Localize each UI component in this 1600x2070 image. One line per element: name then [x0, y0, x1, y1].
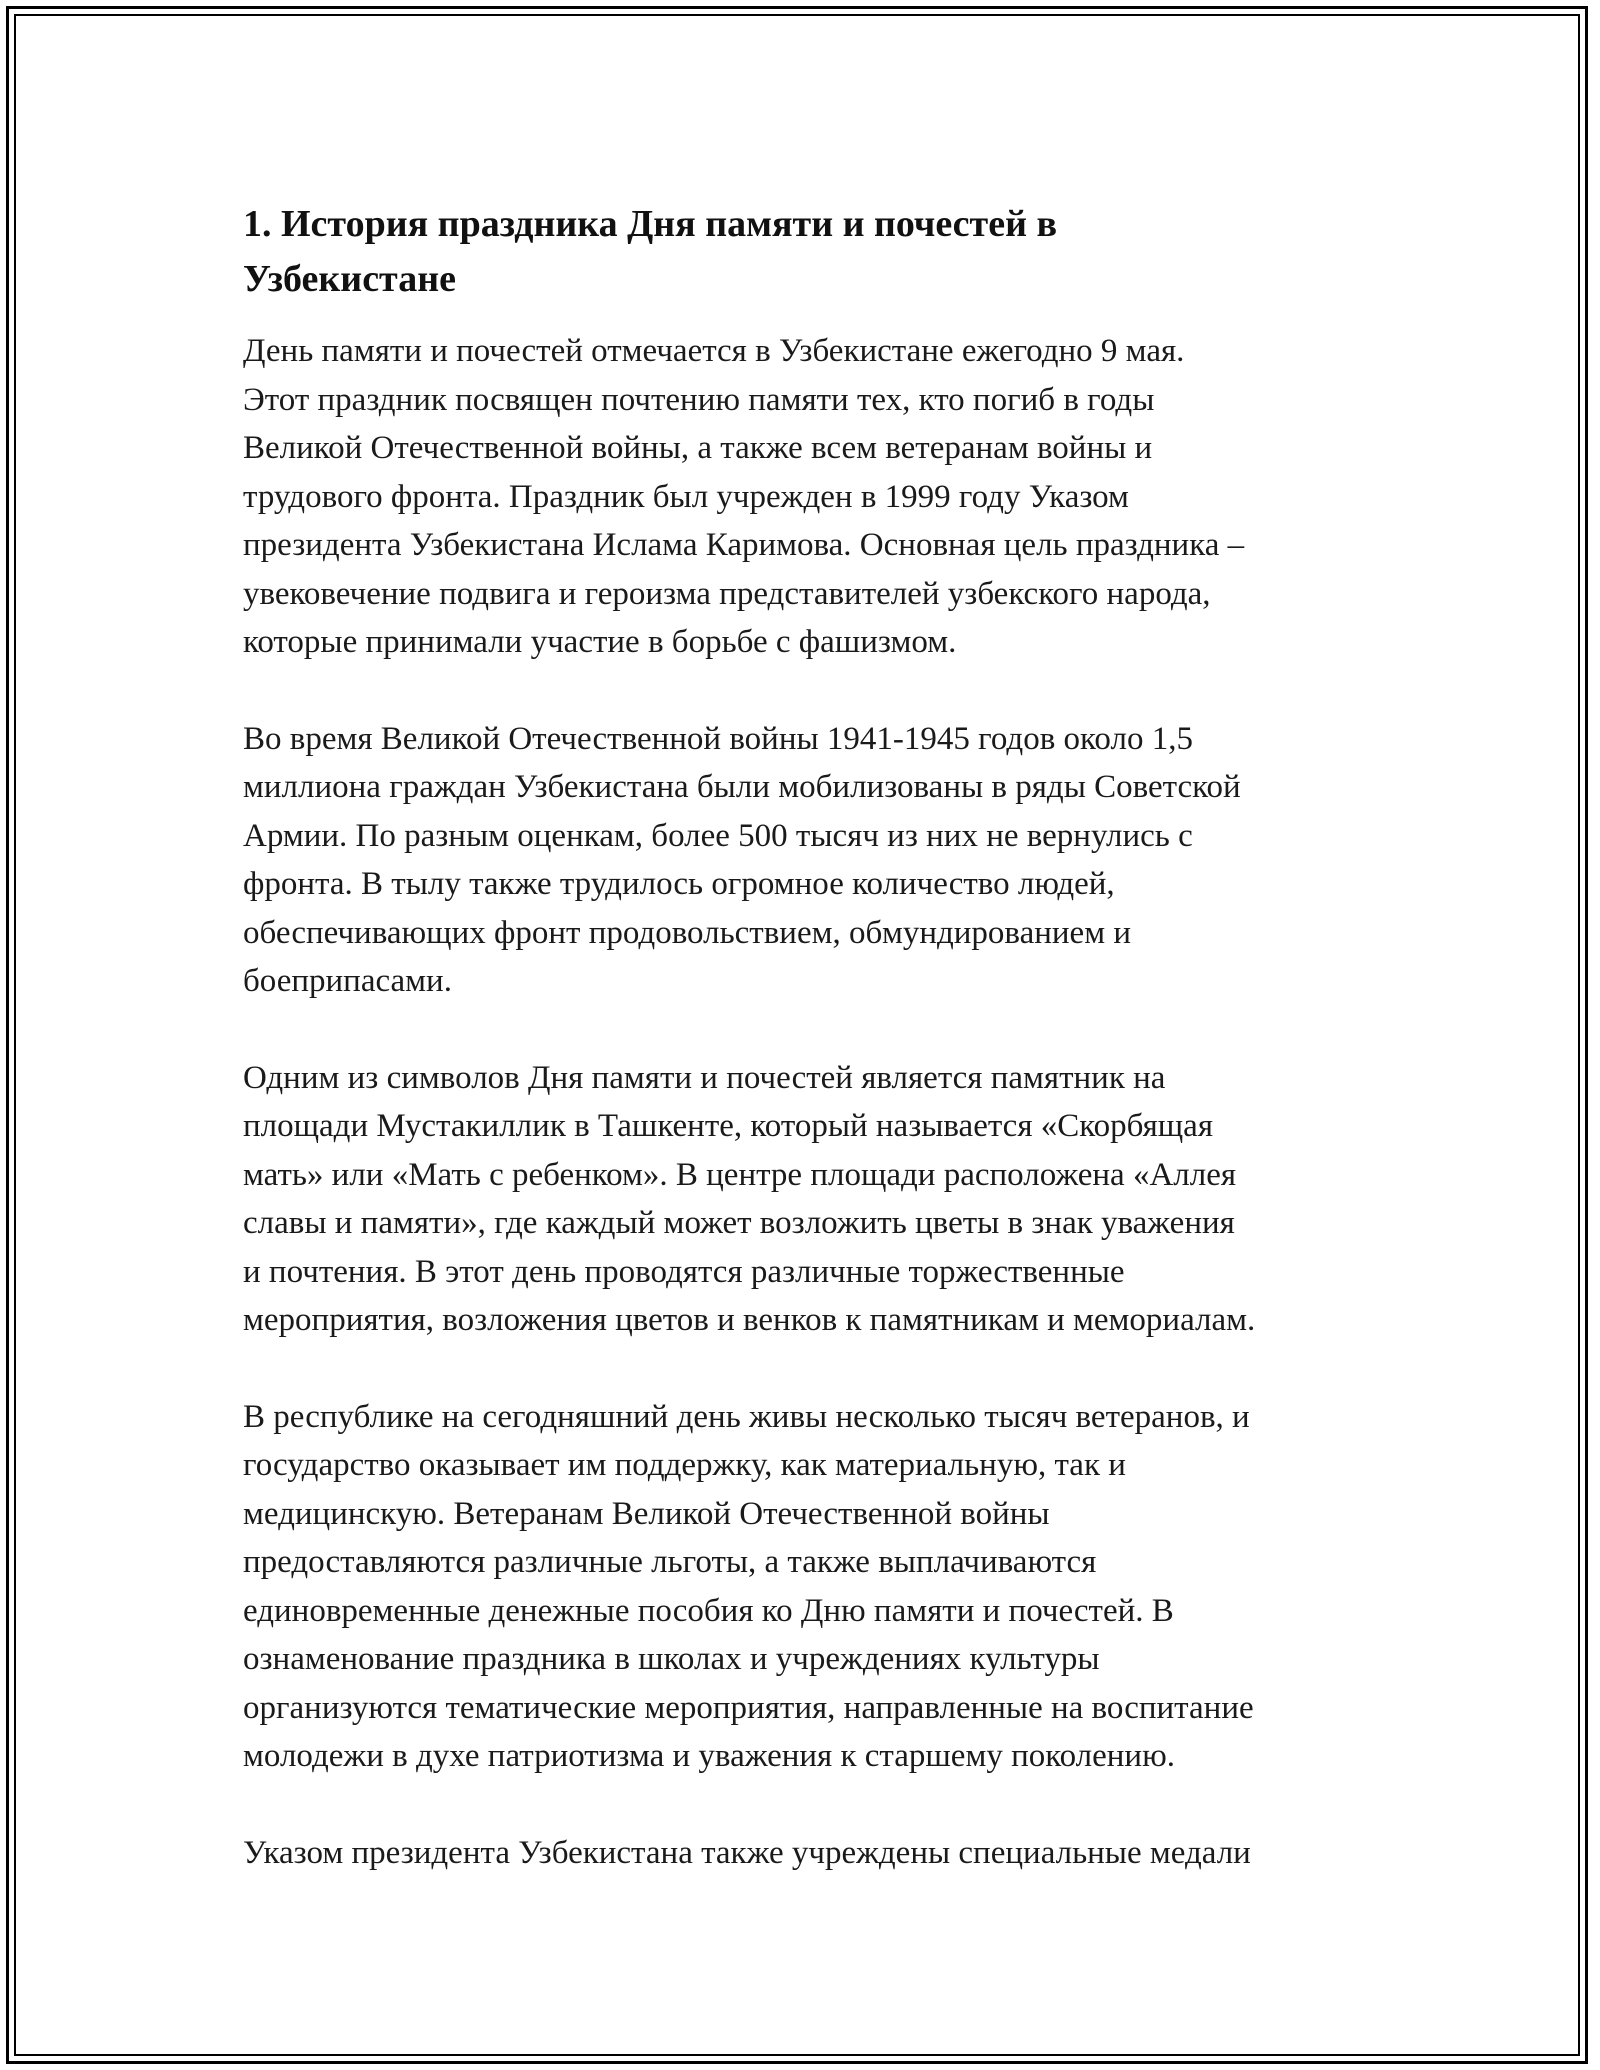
- text-line: президента Узбекистана Ислама Каримова. Основная цель праздника –: [243, 527, 1245, 563]
- section-heading: [243, 197, 1383, 307]
- text-line: Великой Отечественной войны, а также всем ветеранам войны и: [243, 430, 1153, 466]
- text-line: и почтения. В этот день проводятся различные торжественные: [243, 1253, 1125, 1290]
- text-line: увековечение подвига и героизма представителей узбекского народа,: [243, 575, 1211, 612]
- text-line: ознаменование праздника в школах и учреждениях культуры: [243, 1641, 1100, 1677]
- text-line: В республике на сегодняшний день живы несколько тысяч ветеранов, и: [243, 1398, 1250, 1435]
- text-line: мать» или «Мать с ребенком». В центре площади расположена «Аллея: [243, 1156, 1237, 1193]
- paragraph-war-mobilization: [243, 715, 1383, 1006]
- text-line: День памяти и почестей отмечается в Узбекистане ежегодно 9 мая.: [243, 333, 1185, 369]
- text-line: боеприпасами.: [243, 963, 452, 999]
- paragraph-memorial-symbols: [243, 1054, 1383, 1345]
- text-line: единовременные денежные пособия ко Дню памяти и почестей. В: [243, 1592, 1174, 1629]
- text-line: мероприятия, возложения цветов и венков к памятникам и мемориалам.: [243, 1302, 1256, 1338]
- text-line: Одним из символов Дня памяти и почестей является памятник на: [243, 1059, 1166, 1096]
- text-line: медицинскую. Ветеранам Великой Отечественной войны: [243, 1495, 1050, 1532]
- text-line: трудового фронта. Праздник был учрежден в 1999 году Указом: [243, 478, 1129, 515]
- heading-line: Узбекистане: [243, 258, 456, 300]
- text-line: славы и памяти», где каждый может возложить цветы в знак уважения: [243, 1205, 1235, 1241]
- text-line: Этот праздник посвящен почтению памяти тех, кто погиб в годы: [243, 381, 1155, 418]
- page-frame: [6, 6, 1588, 2064]
- text-line: молодежи в духе патриотизма и уважения к старшему поколению.: [243, 1738, 1175, 1774]
- text-line: Армии. По разным оценкам, более 500 тысяч из них не вернулись с: [243, 817, 1193, 854]
- paragraph-medals: [243, 1829, 1383, 1878]
- text-line: Во время Великой Отечественной войны 1941-1945 годов около 1,5: [243, 720, 1193, 757]
- text-line: государство оказывает им поддержку, как материальную, так и: [243, 1447, 1126, 1483]
- heading-line: 1. История праздника Дня памяти и почестей в: [243, 203, 1057, 245]
- text-line: обеспечивающих фронт продовольствием, обмундированием и: [243, 914, 1131, 951]
- document-body: [243, 197, 1383, 1925]
- text-line: Указом президента Узбекистана также учреждены специальные медали: [243, 1834, 1251, 1871]
- text-line: которые принимали участие в борьбе с фашизмом.: [243, 624, 957, 660]
- text-line: миллиона граждан Узбекистана были мобилизованы в ряды Советской: [243, 769, 1241, 805]
- text-line: организуются тематические мероприятия, направленные на воспитание: [243, 1689, 1254, 1726]
- paragraph-holiday-intro: [243, 327, 1383, 667]
- text-line: фронта. В тылу также трудилось огромное количество людей,: [243, 866, 1115, 902]
- text-line: площади Мустакиллик в Ташкенте, который называется «Скорбящая: [243, 1108, 1214, 1144]
- text-line: предоставляются различные льготы, а также выплачиваются: [243, 1544, 1097, 1580]
- paragraph-veteran-support: [243, 1393, 1383, 1781]
